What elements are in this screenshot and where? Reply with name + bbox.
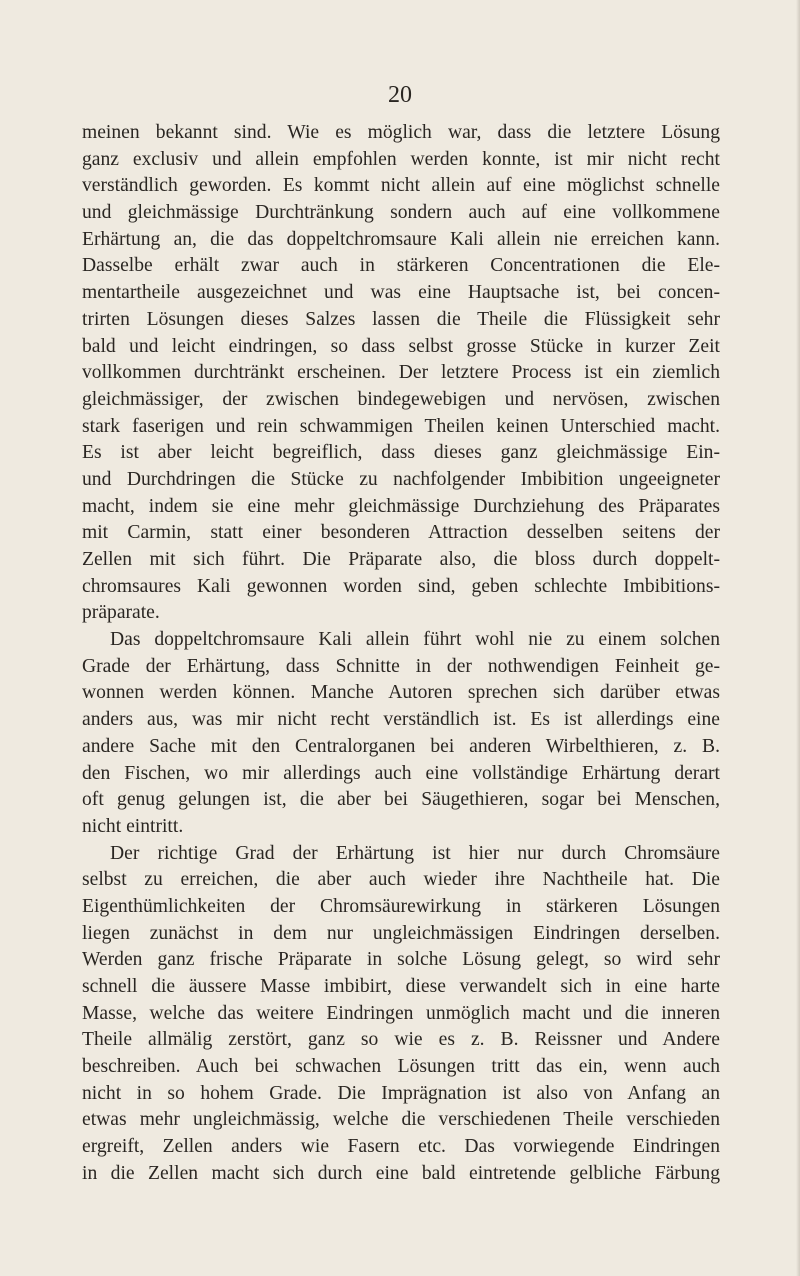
text-line: trirten Lösungen dieses Salzes lassen die Theile die Flüssigkeit sehr: [82, 308, 720, 330]
text-line: schnell die äussere Masse imbibirt, diese verwandelt sich in eine harte: [82, 976, 720, 997]
text-line: macht, indem sie eine mehr gleichmässige Durchziehung des Präparates: [82, 495, 720, 517]
text-line: Theile allmälig zerstört, ganz so wie es z. B. Reissner und Andere: [82, 1029, 720, 1051]
text-line: anders aus, was mir nicht recht verständlich ist. Es ist allerdings eine: [82, 709, 720, 731]
text-line: den Fischen, wo mir allerdings auch eine vollständige Erhärtung derart: [82, 762, 720, 784]
text-line: bald und leicht eindringen, so dass selbst grosse Stücke in kurzer Zeit: [82, 335, 720, 357]
text-line: in die Zellen macht sich durch eine bald eintretende gelbliche Färbung: [82, 1162, 720, 1184]
text-line: Erhärtung an, die das doppeltchromsaure Kali allein nie erreichen kann.: [82, 228, 720, 250]
text-line: ganz exclusiv und allein empfohlen werden konnte, ist mir nicht recht: [82, 148, 720, 170]
text-line: andere Sache mit den Centralorganen bei anderen Wirbelthieren, z. B.: [82, 735, 720, 757]
text-line: und Durchdringen die Stücke zu nachfolgender Imbibition ungeeigneter: [82, 468, 720, 490]
text-line: Masse, welche das weitere Eindringen unmöglich macht und die inneren: [82, 1002, 720, 1024]
text-line: mit Carmin, statt einer besonderen Attraction desselben seitens der: [82, 522, 720, 544]
text-line: Zellen mit sich führt. Die Präparate also, die bloss durch doppelt-: [82, 549, 720, 570]
text-line: Eigenthümlichkeiten der Chromsäurewirkung in stärkeren Lösungen: [82, 895, 720, 917]
text-line: etwas mehr ungleichmässig, welche die verschiedenen Theile verschieden: [82, 1109, 720, 1131]
text-line: Dasselbe erhält zwar auch in stärkeren Concentrationen die Ele-: [82, 255, 720, 277]
text-line: nicht eintritt.: [82, 815, 184, 837]
text-line: wonnen werden können. Manche Autoren sprechen sich darüber etwas: [82, 682, 720, 704]
text-line: stark faserigen und rein schwammigen Theilen keinen Unterschied macht.: [82, 415, 720, 437]
text-line: oft genug gelungen ist, die aber bei Säugethieren, sogar bei Menschen,: [82, 789, 720, 811]
text-line: Der richtige Grad der Erhärtung ist hier nur durch Chromsäure: [110, 842, 720, 864]
text-line: ergreift, Zellen anders wie Fasern etc. Das vorwiegende Eindringen: [82, 1136, 720, 1158]
body-text: [82, 120, 720, 1188]
text-line: chromsaures Kali gewonnen worden sind, geben schlechte Imbibitions-: [82, 575, 720, 597]
text-line: vollkommen durchtränkt erscheinen. Der letztere Process ist ein ziemlich: [82, 362, 720, 384]
text-line: gleichmässiger, der zwischen bindegewebigen und nervösen, zwischen: [82, 388, 720, 410]
text-line: liegen zunächst in dem nur ungleichmässigen Eindringen derselben.: [82, 922, 720, 944]
text-line: selbst zu erreichen, die aber auch wieder ihre Nachtheile hat. Die: [82, 869, 720, 891]
text-line: nicht in so hohem Grade. Die Imprägnation ist also von Anfang an: [82, 1082, 720, 1104]
page-number: 20: [388, 82, 412, 108]
text-line: verständlich geworden. Es kommt nicht allein auf eine möglichst schnelle: [82, 175, 720, 197]
text-line: und gleichmässige Durchtränkung sondern auch auf eine vollkommene: [82, 202, 720, 224]
text-line: Es ist aber leicht begreiflich, dass dieses ganz gleichmässige Ein-: [82, 442, 720, 464]
text-line: Werden ganz frische Präparate in solche Lösung gelegt, so wird sehr: [82, 949, 720, 971]
text-line: meinen bekannt sind. Wie es möglich war, dass die letztere Lösung: [82, 122, 720, 143]
text-line: mentartheile ausgezeichnet und was eine Hauptsache ist, bei concen-: [82, 282, 720, 304]
page-edge-shadow: [796, 0, 800, 1276]
text-line: beschreiben. Auch bei schwachen Lösungen tritt das ein, wenn auch: [82, 1056, 720, 1078]
text-line: präparate.: [82, 602, 160, 624]
text-line: Das doppeltchromsaure Kali allein führt wohl nie zu einem solchen: [110, 629, 720, 651]
text-line: Grade der Erhärtung, dass Schnitte in der nothwendigen Feinheit ge-: [82, 655, 720, 677]
